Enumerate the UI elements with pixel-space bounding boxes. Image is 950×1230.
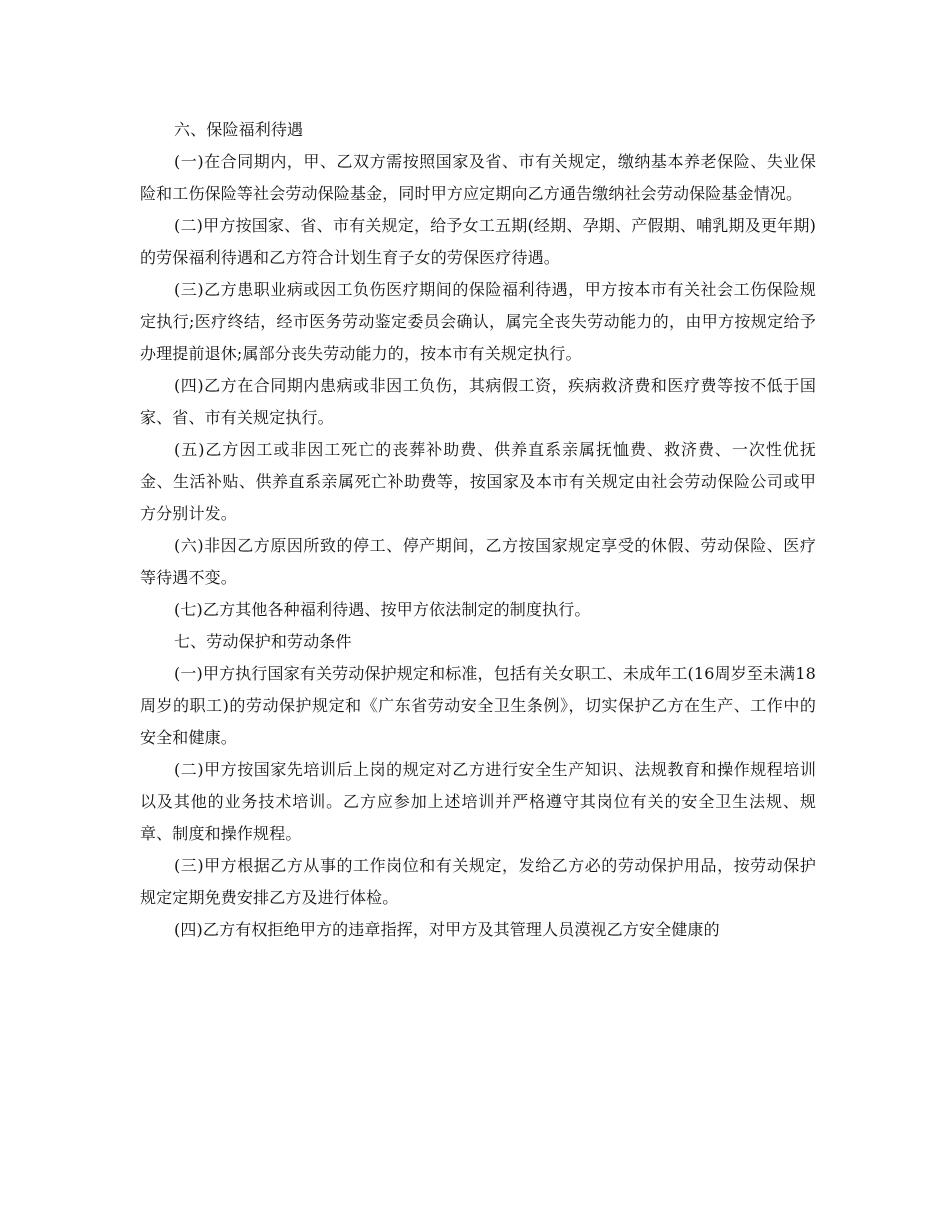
document-page bbox=[140, 114, 816, 946]
section-6-paragraph-2: (二)甲方按国家、省、市有关规定，给予女工五期(经期、孕期、产假期、哺乳期及更年期)的劳保福利待遇和乙方符合计划生育子女的劳保医疗待遇。 bbox=[140, 216, 816, 267]
section-7-paragraph-2: (二)甲方按国家先培训后上岗的规定对乙方进行安全生产知识、法规教育和操作规程培训以及其他的业务技术培训。乙方应参加上述培训并严格遵守其岗位有关的安全卫生法规、规章、制度和操作规程。 bbox=[140, 760, 816, 843]
section-6-paragraph-6: (六)非因乙方原因所致的停工、停产期间，乙方按国家规定享受的休假、劳动保险、医疗等待遇不变。 bbox=[140, 536, 816, 587]
section-6-paragraph-5: (五)乙方因工或非因工死亡的丧葬补助费、供养直系亲属抚恤费、救济费、一次性优抚金、生活补贴、供养直系亲属死亡补助费等，按国家及本市有关规定由社会劳动保险公司或甲方分别计发。 bbox=[140, 440, 816, 523]
section-7-heading: 七、劳动保护和劳动条件 bbox=[174, 632, 352, 651]
section-6-paragraph-3: (三)乙方患职业病或因工负伤医疗期间的保险福利待遇，甲方按本市有关社会工伤保险规定执行;医疗终结，经市医务劳动鉴定委员会确认，属完全丧失劳动能力的，由甲方按规定给予办理提前退休;属部分丧失劳动能力的，按本市有关规定执行。 bbox=[140, 280, 816, 363]
section-6-heading: 六、保险福利待遇 bbox=[174, 120, 304, 139]
section-7-paragraph-3: (三)甲方根据乙方从事的工作岗位和有关规定，发给乙方必的劳动保护用品，按劳动保护规定定期免费安排乙方及进行体检。 bbox=[140, 856, 816, 907]
section-6-paragraph-4: (四)乙方在合同期内患病或非因工负伤，其病假工资，疾病救济费和医疗费等按不低于国家、省、市有关规定执行。 bbox=[140, 376, 816, 427]
section-6-paragraph-1: (一)在合同期内，甲、乙双方需按照国家及省、市有关规定，缴纳基本养老保险、失业保险和工伤保险等社会劳动保险基金，同时甲方应定期向乙方通告缴纳社会劳动保险基金情况。 bbox=[140, 152, 816, 203]
section-7-paragraph-1: (一)甲方执行国家有关劳动保护规定和标准，包括有关女职工、未成年工(16周岁至未满18周岁的职工)的劳动保护规定和《广东省劳动安全卫生条例》，切实保护乙方在生产、工作中的安全和健康。 bbox=[140, 664, 816, 747]
section-6-paragraph-7: (七)乙方其他各种福利待遇、按甲方依法制定的制度执行。 bbox=[174, 600, 591, 619]
section-7-paragraph-4: (四)乙方有权拒绝甲方的违章指挥，对甲方及其管理人员漠视乙方安全健康的 bbox=[174, 920, 720, 939]
